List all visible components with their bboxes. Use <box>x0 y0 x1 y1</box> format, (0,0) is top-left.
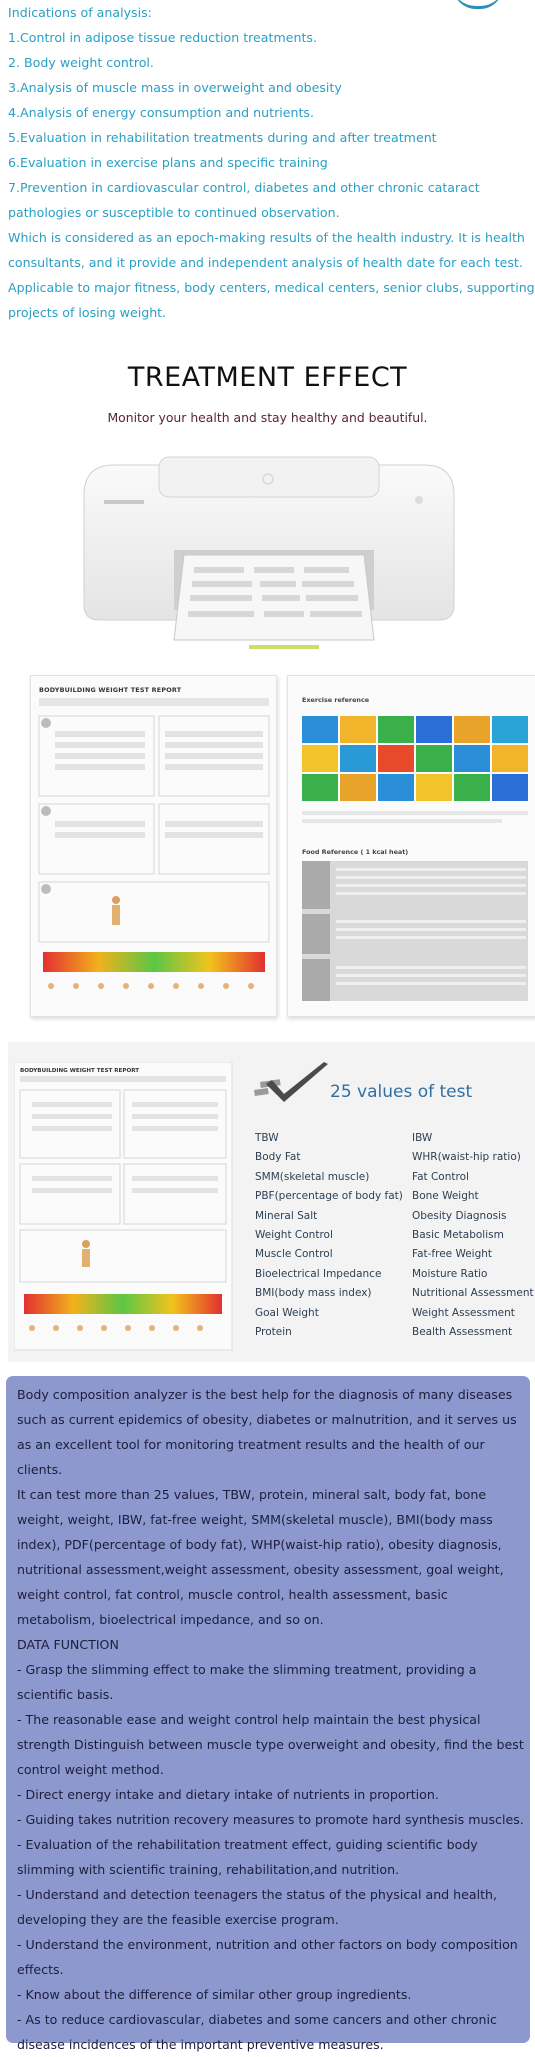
panel-paragraph: It can test more than 25 values, TBW, protein, mineral salt, body fat, bone weight, weight, IBW, fat-free weight, SMM(skeletal muscle), BMI(body mass index), PDF(percentage of body fat), WHP(waist-hip ratio), obesity diagnosis, nutritional assessment,weight assessment, obesity assessment, goal weight, weight control, fat control, muscle control, health assessment, basic metabolism, bioelectrical impedance, and so on. <box>17 1487 504 1627</box>
report-illustration <box>25 672 535 1022</box>
description-text <box>17 1382 525 2057</box>
value-item: SMM(skeletal muscle) <box>255 1170 370 1183</box>
value-item: Body Fat <box>255 1151 301 1164</box>
value-item: Weight Control <box>255 1229 333 1242</box>
value-item: Goal Weight <box>255 1306 319 1319</box>
exercise-reference-title: Exercise reference <box>302 696 370 704</box>
panel-bullet: - Evaluation of the rehabilitation treatment effect, guiding scientific body slimming with scientific training, rehabilitation,and nutrition. <box>17 1837 478 1877</box>
value-item: WHR(waist-hip ratio) <box>412 1151 521 1164</box>
report-page-right <box>287 675 535 1017</box>
intro-line: 7.Prevention in cardiovascular control, diabetes and other chronic cataract <box>8 180 480 195</box>
panel-bullet: - Grasp the slimming effect to make the slimming treatment, providing a scientific basis. <box>17 1662 477 1702</box>
value-item: Muscle Control <box>255 1248 333 1261</box>
report-sheet-graphic <box>14 1062 234 1352</box>
value-item: Weight Assessment <box>412 1306 515 1319</box>
intro-line: 4.Analysis of energy consumption and nutrients. <box>8 105 314 120</box>
value-item: Obesity Diagnosis <box>412 1209 507 1222</box>
values-report-title: BODYBUILDING WEIGHT TEST REPORT <box>20 1068 140 1074</box>
intro-line: 6.Evaluation in exercise plans and specific training <box>8 155 328 170</box>
intro-line: Applicable to major fitness, body centers, medical centers, senior clubs, supporting <box>8 280 535 295</box>
value-item: Protein <box>255 1326 292 1339</box>
intro-line: consultants, and it provide and independent analysis of health date for each test. <box>8 255 523 270</box>
description-panel <box>6 1376 530 2052</box>
value-item: Moisture Ratio <box>412 1267 488 1280</box>
values-list-right <box>412 1129 534 1342</box>
panel-bullet: - Guiding takes nutrition recovery measures to promote hard synthesis muscles. <box>17 1812 524 1827</box>
value-item: Nutritional Assessment <box>412 1287 534 1300</box>
values-title: 25 values of test <box>330 1082 473 1102</box>
value-item: Bioelectrical Impedance <box>255 1267 382 1280</box>
report-page-title: BODYBUILDING WEIGHT TEST REPORT <box>39 686 182 694</box>
value-item: Basic Metabolism <box>412 1229 504 1242</box>
panel-bullet: - As to reduce cardiovascular, diabetes and some cancers and other chronic disease incidences of the important preventive measures. <box>17 2012 497 2052</box>
treatment-title: TREATMENT EFFECT <box>127 362 408 393</box>
value-item: Mineral Salt <box>255 1209 318 1222</box>
intro-line: projects of losing weight. <box>8 305 167 320</box>
panel-bullet: - Know about the difference of similar other group ingredients. <box>17 1987 412 2002</box>
report-table-graphic <box>31 676 276 1016</box>
values-list-left <box>255 1129 403 1342</box>
intro-line: Indications of analysis: <box>8 5 152 20</box>
value-item: PBF(percentage of body fat) <box>255 1190 403 1203</box>
report-page-left <box>30 675 277 1017</box>
values-section <box>8 1042 535 1362</box>
panel-bullet: - Understand and detection teenagers the status of the physical and health, developing they are the feasible exercise program. <box>17 1887 498 1927</box>
intro-line: 3.Analysis of muscle mass in overweight and obesity <box>8 80 342 95</box>
panel-bullet: - The reasonable ease and weight control help maintain the best physical strength Distinguish between muscle type overweight and obesity, find the best control weight method. <box>17 1712 524 1777</box>
value-item: Bone Weight <box>412 1190 479 1203</box>
intro-line: 5.Evaluation in rehabilitation treatments during and after treatment <box>8 130 437 145</box>
checkmark-icon <box>252 1062 332 1107</box>
value-item: Fat Control <box>412 1170 469 1183</box>
value-item: TBW <box>255 1132 279 1144</box>
intro-line: 2. Body weight control. <box>8 55 154 70</box>
intro-line: 1.Control in adipose tissue reduction treatments. <box>8 30 317 45</box>
value-item: BMI(body mass index) <box>255 1287 372 1300</box>
printer-image <box>64 455 474 660</box>
panel-paragraph: Body composition analyzer is the best help for the diagnosis of many diseases such as current epidemics of obesity, diabetes or malnutrition, and it serves us as an excellent tool for monitoring treatment results and the health of our clients. <box>17 1387 517 1477</box>
panel-bullet: - Understand the environment, nutrition and other factors on body composition effects. <box>17 1937 518 1977</box>
value-item: IBW <box>412 1132 433 1144</box>
exercise-grid-graphic <box>288 676 535 1016</box>
treatment-subtitle: Monitor your health and stay healthy and beautiful. <box>107 410 428 425</box>
panel-bullet: - Direct energy intake and dietary intake of nutrients in proportion. <box>17 1787 439 1802</box>
value-item: Fat-free Weight <box>412 1248 493 1261</box>
value-item: Bealth Assessment <box>412 1326 513 1339</box>
food-reference-title: Food Reference ( 1 kcal heat) <box>302 848 409 856</box>
indications-text <box>8 0 535 325</box>
intro-line: Which is considered as an epoch-making results of the health industry. It is health <box>8 230 525 245</box>
data-function-heading: DATA FUNCTION <box>17 1637 119 1652</box>
intro-line: pathologies or susceptible to continued observation. <box>8 205 340 220</box>
